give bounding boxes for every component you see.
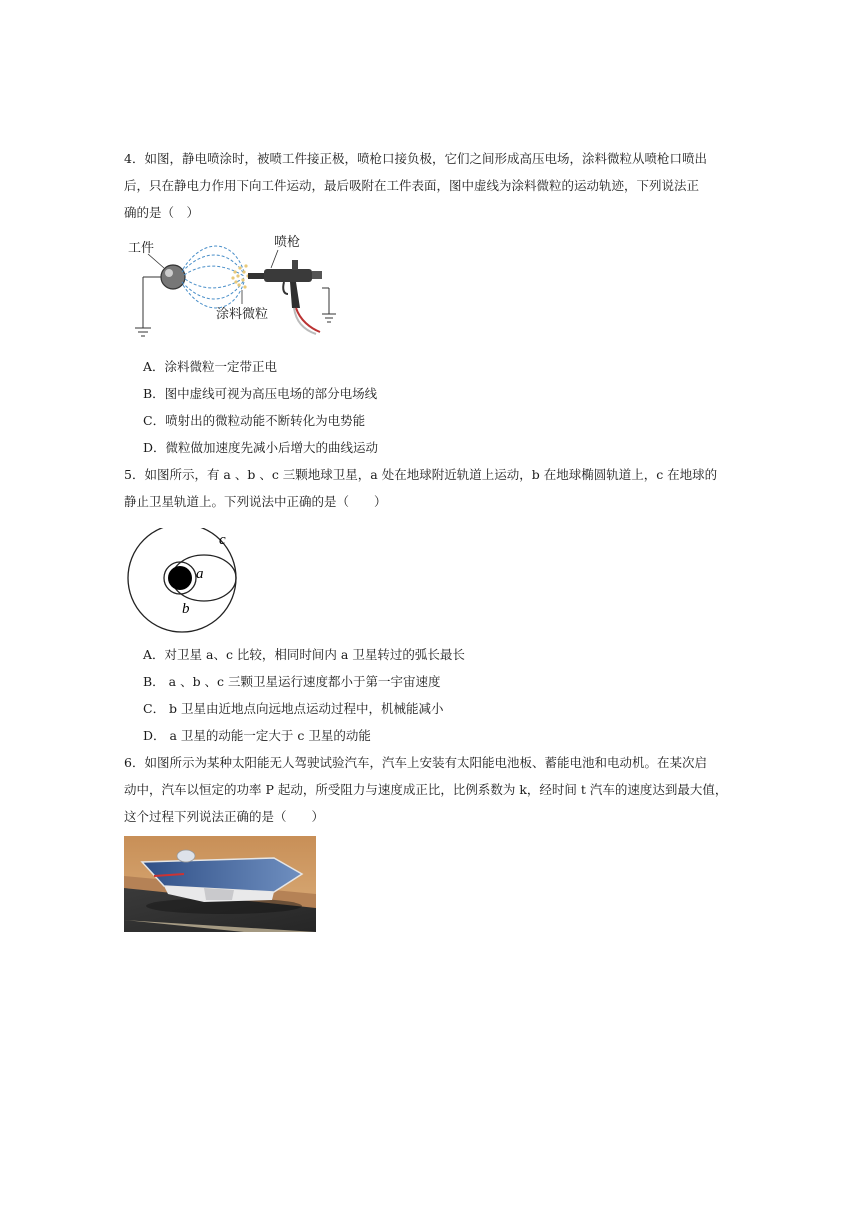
q5-stem-line-1: 5．如图所示，有 a 、b 、c 三颗地球卫星，a 处在地球附近轨道上运动，b 在地球椭圆轨道上，c 在地球的 [124,467,718,482]
label-a: a [196,566,204,582]
workpiece-pointer [148,254,164,268]
q4-option-c[interactable]: C．喷射出的微粒动能不断转化为电势能 [143,413,366,428]
trajectory-lines [182,246,244,308]
q5-option-c[interactable]: C． b 卫星由近地点向远地点运动过程中，机械能减小 [143,701,444,716]
gun-pointer [271,250,278,268]
q4-stem-line-1: 4．如图，静电喷涂时，被喷工件接正极，喷枪口接负极，它们之间形成高压电场，涂料微粒从喷枪口喷出 [124,151,707,166]
q5-option-d[interactable]: D． a 卫星的动能一定大于 c 卫星的动能 [143,728,371,743]
gun-handle [290,282,300,308]
q4-option-d[interactable]: D．微粒做加速度先减小后增大的曲线运动 [143,440,379,455]
q6-stem-line-3: 这个过程下列说法正确的是（ ） [124,809,325,824]
gun-hose [296,308,320,332]
q6-stem-line-1: 6．如图所示为某种太阳能无人驾驶试验汽车，汽车上安装有太阳能电池板、蓄能电池和电动机。在某次启 [124,755,707,770]
gun-trigger [283,282,288,294]
q4-option-a[interactable]: A．涂料微粒一定带正电 [143,359,278,374]
workpiece-sphere [161,265,185,289]
satellite-orbits-figure [124,528,244,638]
q5-option-b[interactable]: B． a 、b 、c 三颗卫星运行速度都小于第一宇宙速度 [143,674,441,689]
q4-stem-line-3: 确的是（ ） [124,205,200,220]
workpiece-label: 工件 [128,241,155,256]
q4-stem-line-2: 后，只在静电力作用下向工件运动，最后吸附在工件表面，图中虚线为涂料微粒的运动轨迹，下列说法正 [124,178,700,193]
q4-option-b[interactable]: B．图中虚线可视为高压电场的部分电场线 [143,386,378,401]
car-canopy [177,850,195,862]
gun-label: 喷枪 [274,235,301,250]
solar-car-photo [124,836,316,932]
q5-option-a[interactable]: A．对卫星 a、c 比较，相同时间内 a 卫星转过的弧长最长 [143,647,465,662]
q6-stem-line-2: 动中，汽车以恒定的功率 P 起动，所受阻力与速度成正比，比例系数为 k，经时间 t 汽车的速度达到最大值， [124,782,728,797]
earth [168,566,192,590]
car-fairing [204,888,234,900]
gun-body [264,269,312,282]
gun-hook [292,260,298,270]
q5-stem-line-2: 静止卫星轨道上。下列说法中正确的是（ ） [124,494,387,509]
workpiece-highlight [165,269,173,277]
gun-nozzle [248,273,264,279]
gun-back [312,271,322,279]
spray-gun-figure [124,228,354,346]
label-c: c [219,532,226,548]
particles-label: 涂料微粒 [216,307,269,322]
label-b: b [182,601,190,617]
particle-cloud [231,264,249,288]
